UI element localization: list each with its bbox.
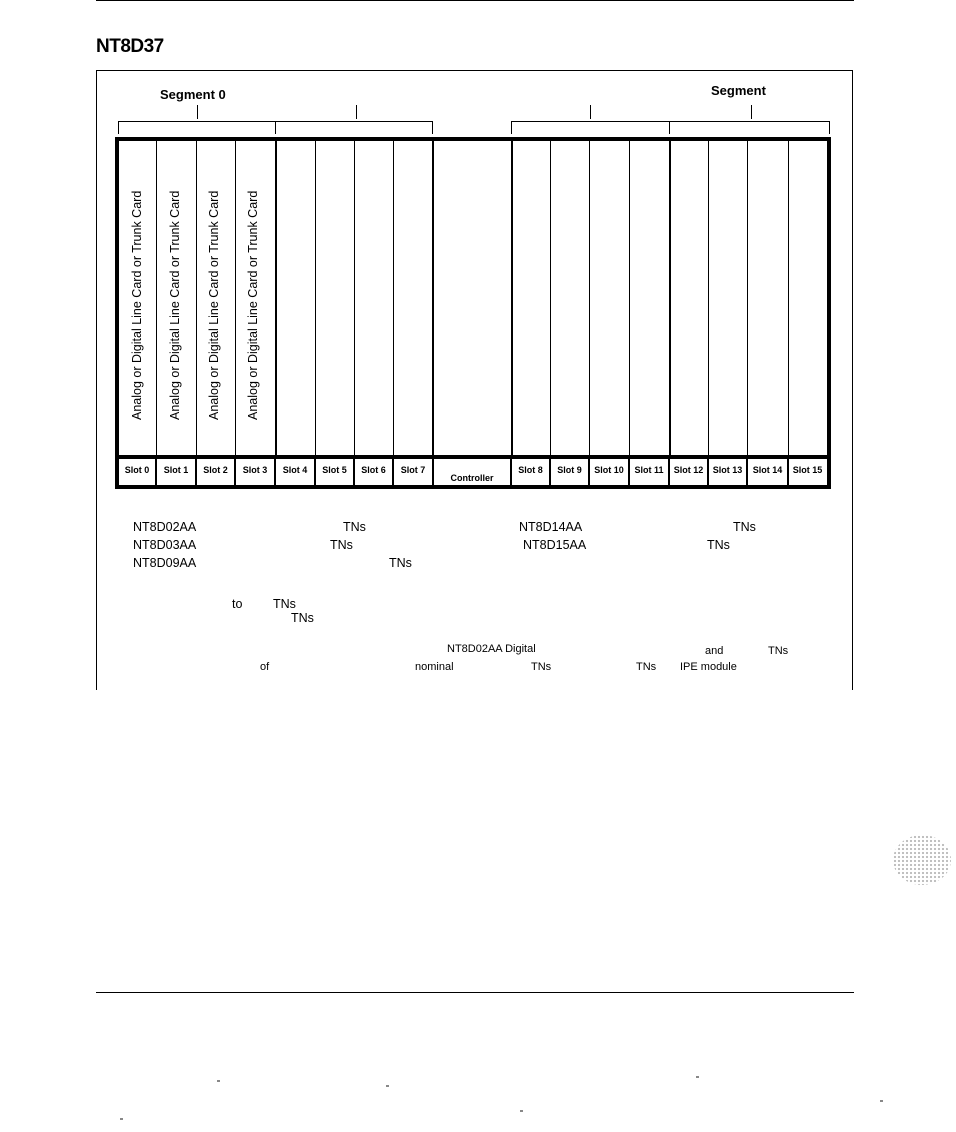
scan-artifact	[217, 1080, 220, 1082]
card-label-slot-0: Analog or Digital Line Card or Trunk Card	[130, 190, 144, 420]
card-label-slot-1: Analog or Digital Line Card or Trunk Card	[168, 190, 182, 420]
slot-divider	[354, 141, 355, 459]
segment-0-tick	[197, 105, 198, 119]
slot-label: Slot 8	[518, 465, 543, 475]
card-shelf	[115, 137, 831, 489]
slot-label: Slot 11	[634, 465, 664, 475]
slot-label: Slot 6	[361, 465, 386, 475]
segment-3-bracket	[669, 121, 830, 134]
slot-label: Slot 1	[163, 465, 189, 475]
segment-1-bracket	[275, 121, 433, 134]
note-tns: TNs	[389, 556, 412, 570]
slot-divider	[156, 141, 157, 459]
slot-label: Slot 14	[752, 465, 783, 475]
scan-artifact	[893, 835, 951, 885]
slot-label: Slot 10	[594, 465, 624, 475]
card-label-slot-3: Analog or Digital Line Card or Trunk Card	[246, 190, 260, 420]
bottom-rule	[96, 992, 854, 993]
note-nt8d14aa: NT8D14AA	[519, 520, 583, 534]
segment-2-tick	[590, 105, 591, 119]
slot-label: Slot 0	[124, 465, 150, 475]
slot-divider	[393, 141, 394, 459]
slot-divider	[550, 141, 551, 459]
segment-3-tick	[751, 105, 752, 119]
note-nt8d02aa: NT8D02AA	[133, 520, 197, 534]
note-tns: TNs	[273, 597, 296, 611]
scan-artifact	[120, 1118, 123, 1120]
slot-divider	[589, 141, 590, 459]
slot-divider	[747, 141, 748, 459]
slot-label: Slot 2	[203, 465, 228, 475]
slot-divider	[275, 141, 277, 459]
note-tns: TNs	[636, 661, 657, 673]
note-tns: TNs	[291, 611, 314, 625]
slot-label: Slot 5	[322, 465, 347, 475]
scan-artifact	[880, 1100, 883, 1102]
slot-label: Slot 12	[673, 465, 704, 475]
note-tns: TNs	[343, 520, 366, 534]
note-tns: TNs	[707, 538, 730, 552]
note-nt8d02aa-digital: NT8D02AA Digital	[447, 643, 536, 655]
slot-label: Slot 9	[557, 465, 582, 475]
slot-label-bar	[119, 455, 827, 459]
slot-divider	[629, 141, 630, 459]
figure-heading: NT8D37	[96, 36, 164, 57]
scan-artifact	[520, 1110, 523, 1112]
note-of: of	[260, 661, 270, 673]
slot-label: Slot 7	[400, 465, 426, 475]
segment-0-bracket	[118, 121, 276, 134]
controller-label: Controller	[450, 473, 494, 483]
slot-label: Slot 15	[792, 465, 823, 475]
slot-divider	[788, 141, 789, 459]
segment-1-tick	[356, 105, 357, 119]
note-nt8d03aa: NT8D03AA	[133, 538, 197, 552]
note-and: and	[705, 645, 724, 657]
note-tns: TNs	[768, 645, 789, 657]
note-nt8d15aa: NT8D15AA	[523, 538, 587, 552]
note-to: to	[232, 597, 243, 611]
slot-divider	[315, 141, 316, 459]
note-ipe-module: IPE module	[680, 661, 737, 673]
scan-artifact	[386, 1085, 389, 1087]
slot-divider	[708, 141, 709, 459]
slot-divider	[432, 141, 434, 459]
note-tns: TNs	[531, 661, 552, 673]
note-tns: TNs	[733, 520, 756, 534]
note-nt8d09aa: NT8D09AA	[133, 556, 197, 570]
segment-2-bracket	[511, 121, 670, 134]
scan-artifact	[696, 1076, 699, 1078]
note-tns: TNs	[330, 538, 353, 552]
top-rule	[96, 0, 854, 1]
slot-divider	[196, 141, 197, 459]
segment-3-label: Segment	[711, 83, 766, 98]
slot-divider	[511, 141, 513, 459]
slot-label: Slot 4	[282, 465, 308, 475]
slot-label: Slot 13	[712, 465, 743, 475]
note-nominal: nominal	[415, 661, 454, 673]
card-label-slot-2: Analog or Digital Line Card or Trunk Card	[207, 190, 221, 420]
slot-divider	[235, 141, 236, 459]
slot-divider	[669, 141, 671, 459]
slot-label: Slot 3	[242, 465, 268, 475]
segment-0-label: Segment 0	[160, 87, 226, 102]
